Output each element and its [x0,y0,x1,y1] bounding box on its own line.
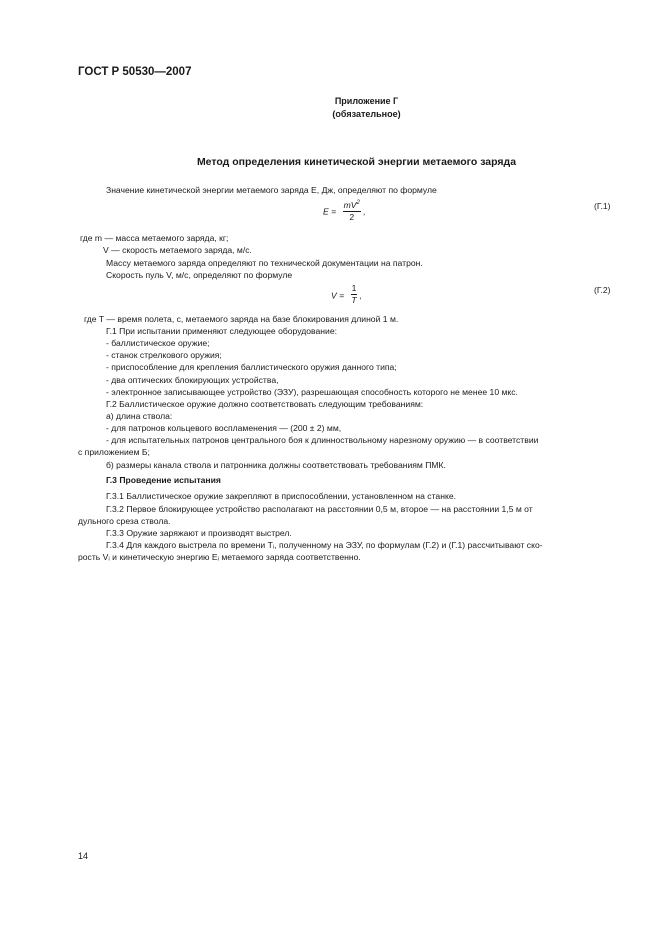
clause-g32-continuation: дульного среза ствола. [78,516,171,526]
formula-g2-tail: , [359,290,362,301]
clause-g31: Г.3.1 Баллистическое оружие закрепляют в приспособлении, установленном на станке. [106,491,456,501]
clause-g3-heading: Г.3 Проведение испытания [106,475,221,485]
clause-g1: Г.1 При испытании применяют следующее оборудование: [106,326,337,336]
clause-g2: Г.2 Баллистическое оружие должно соответствовать следующим требованиям: [106,399,424,409]
formula-g1-exponent: 2 [356,200,360,206]
clause-g34-continuation: рость Vᵢ и кинетическую энергию Eᵢ метаемого заряда соответственно. [78,552,361,562]
list-item: - для испытательных патронов центрального боя к длинноствольному нарезному оружию — в соответствии [106,435,539,445]
formula-g1-numerator: mV [343,199,357,210]
list-item-continuation: с приложением Б; [78,447,150,457]
formula-g2-number: (Г.2) [594,285,611,295]
document-code: ГОСТ Р 50530—2007 [78,66,192,78]
page-number: 14 [78,851,89,861]
clause-g33: Г.3.3 Оружие заряжают и производят выстрел. [106,528,292,538]
clause-g2-b: б) размеры канала ствола и патронника должны соответствовать требованиям ПМК. [106,460,446,470]
appendix-status: (обязательное) [332,109,401,119]
mass-note: Массу метаемого заряда определяют по технической документации на патрон. [106,258,423,268]
formula-g2-denominator: T [351,295,357,305]
appendix-label: Приложение Г [334,96,399,106]
formula-g1-number: (Г.1) [594,201,611,211]
formula-g2-numerator: 1 [351,283,357,293]
formula-g2 [331,283,362,306]
speed-intro: Скорость пуль V, м/с, определяют по формуле [106,270,293,280]
where-m: где m — масса метаемого заряда, кг; [80,233,229,243]
where-t: где T — время полета, с, метаемого заряда на базе блокирования длиной 1 м. [84,314,399,324]
formula-g2-fraction [351,283,358,306]
list-item: - станок стрелкового оружия; [106,350,222,360]
list-item: - баллистическое оружие; [106,338,210,348]
list-item: - приспособление для крепления баллистического оружия данного типа; [106,362,397,372]
formula-g1 [323,198,365,223]
formula-g2-lhs: V = [331,290,345,301]
list-item: - электронное записывающее устройство (ЭЗУ), разрешающая способность которого не менее 10 мкс. [106,387,518,397]
list-item: - два оптических блокирующих устройства, [106,375,279,385]
formula-g1-denominator: 2 [349,211,355,222]
formula-g1-lhs: E = [323,206,337,217]
list-item: - для патронов кольцевого воспламенения — (200 ± 2) мм, [106,423,342,433]
intro-text: Значение кинетической энергии метаемого заряда E, Дж, определяют по формуле [106,185,437,195]
section-title: Метод определения кинетической энергии метаемого заряда [196,156,517,168]
formula-g1-fraction [343,198,361,223]
clause-g34: Г.3.4 Для каждого выстрела по времени Tᵢ, полученному на ЭЗУ, по формулам (Г.2) и (Г.1) рассчитывают ско- [106,540,543,550]
clause-g2-a: а) длина ствола: [106,411,173,421]
clause-g32: Г.3.2 Первое блокирующее устройство располагают на расстоянии 0,5 м, второе — на расстоянии 1,5 м от [106,504,533,514]
where-v: V — скорость метаемого заряда, м/с. [103,245,252,255]
formula-g1-tail: , [362,206,366,217]
